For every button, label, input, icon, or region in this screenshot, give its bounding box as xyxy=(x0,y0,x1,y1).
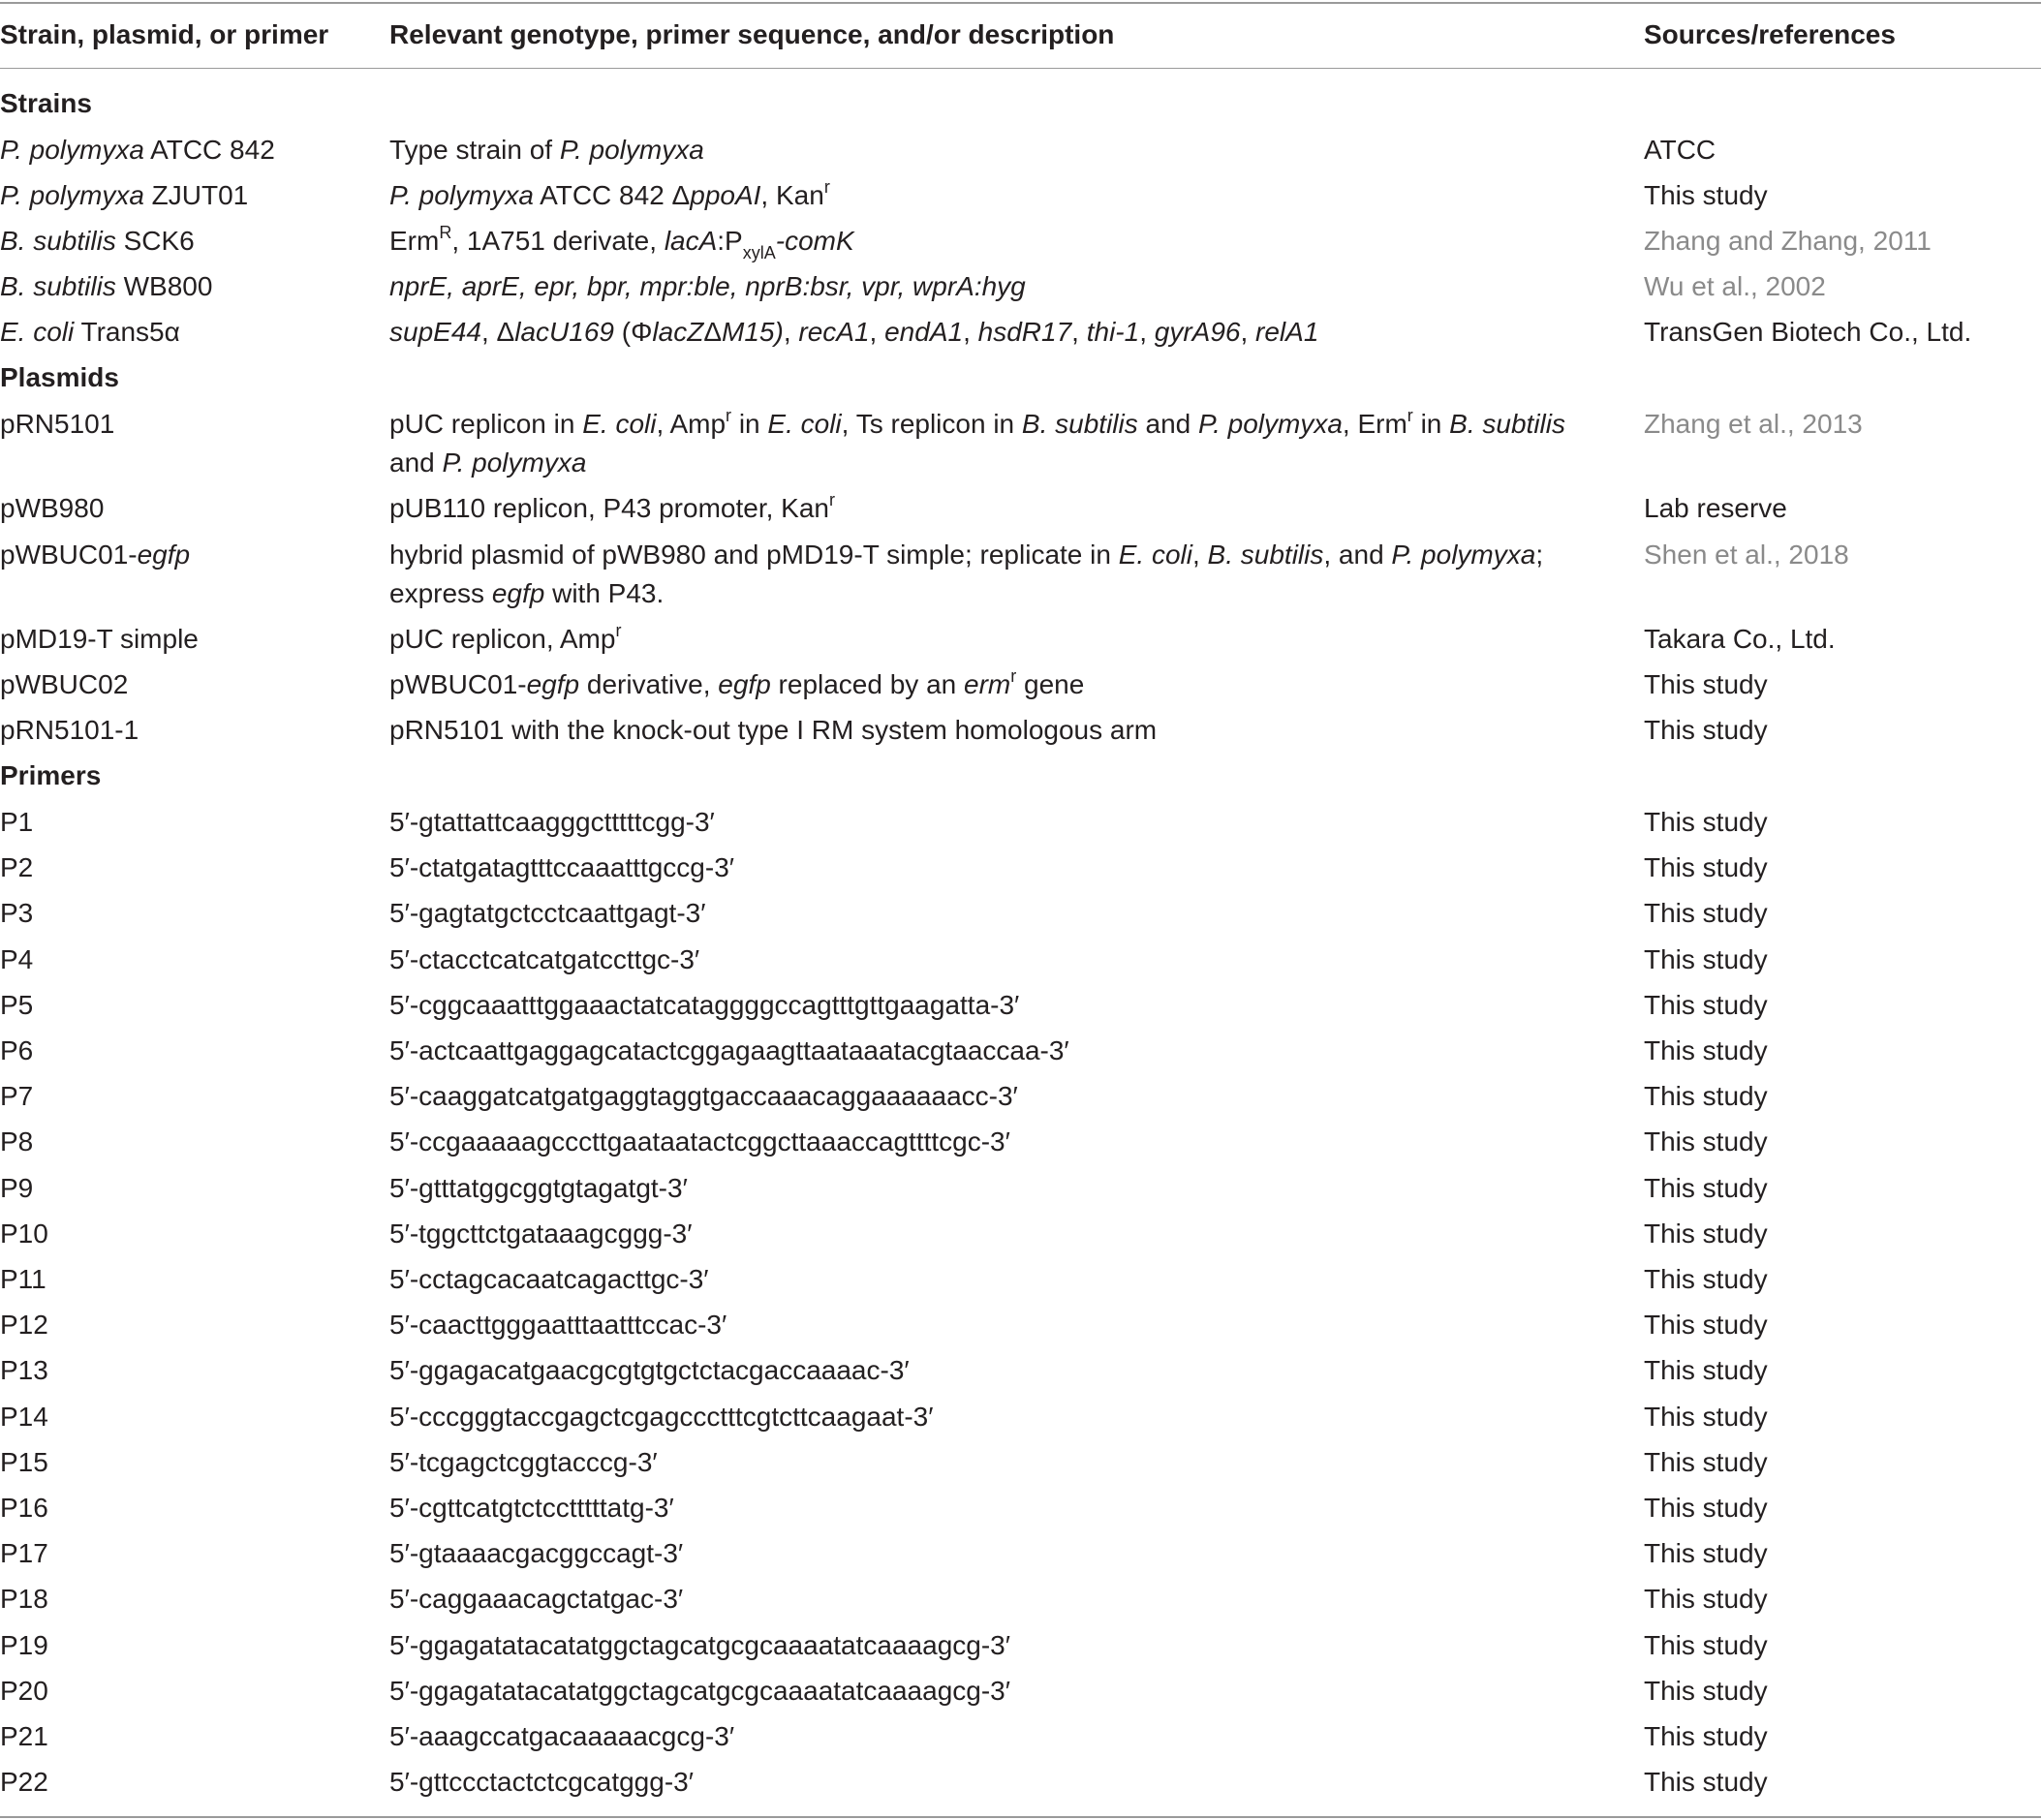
row-description: 5′-ggagatatacatatggctagcatgcgcaaaatatcaaaagcg-3′ xyxy=(389,1676,1010,1706)
row-source: This study xyxy=(1644,1767,1768,1797)
row-name: pWB980 xyxy=(0,493,105,523)
row-description: 5′-gtaaaacgacggccagt-3′ xyxy=(389,1538,684,1568)
top-rule xyxy=(0,2,2041,4)
row-description: pRN5101 with the knock-out type I RM system homologous arm xyxy=(389,715,1158,745)
row-name: E. coli Trans5α xyxy=(0,317,180,347)
row-source: This study xyxy=(1644,1493,1768,1523)
row-name: P9 xyxy=(0,1173,34,1203)
row-name: P1 xyxy=(0,807,34,837)
row-name: P10 xyxy=(0,1218,48,1249)
row-source: This study xyxy=(1644,852,1768,882)
row-name: P. polymyxa ZJUT01 xyxy=(0,180,249,210)
row-name: P3 xyxy=(0,898,34,928)
row-description: 5′-caaggatcatgatgaggtaggtgaccaaacaggaaaaaacc-3′ xyxy=(389,1081,1018,1111)
row-source: This study xyxy=(1644,1584,1768,1614)
row-source: This study xyxy=(1644,1630,1768,1660)
row-source: This study xyxy=(1644,1721,1768,1751)
row-source: TransGen Biotech Co., Ltd. xyxy=(1644,317,1972,347)
row-description: pWBUC01-egfp derivative, egfp replaced by an erm$^r$ gene xyxy=(389,665,1085,699)
row-source: This study xyxy=(1644,669,1768,699)
row-description: 5′-tcgagctcggtacccg-3′ xyxy=(389,1447,658,1477)
row-source: Lab reserve xyxy=(1644,493,1787,523)
row-description: pUC replicon, Amp$^r$ xyxy=(389,620,622,654)
row-description: Type strain of P. polymyxa xyxy=(389,135,704,165)
row-source: This study xyxy=(1644,1310,1768,1340)
row-description: pUC replicon in E. coli, Amp$^r$ in E. coli, Ts replicon in B. subtilis and P. polymyxa, Erm$^r$ in B. subtilis and P. polymyxa xyxy=(389,405,1565,478)
row-description: 5′-ctacctcatcatgatccttgc-3′ xyxy=(389,944,700,974)
row-name: P8 xyxy=(0,1126,34,1157)
row-name: P13 xyxy=(0,1355,48,1385)
row-description: 5′-gagtatgctcctcaattgagt-3′ xyxy=(389,898,706,928)
row-name: P15 xyxy=(0,1447,48,1477)
row-description: 5′-caacttgggaatttaatttccac-3′ xyxy=(389,1310,727,1340)
row-description: 5′-gttccctactctcgcatggg-3′ xyxy=(389,1767,694,1797)
row-description: 5′-cccgggtaccgagctcgagccctttcgtcttcaagaat-3′ xyxy=(389,1402,934,1432)
row-description: supE44, ΔlacU169 (ΦlacZΔM15), recA1, endA1, hsdR17, thi-1, gyrA96, relA1 xyxy=(389,317,1319,347)
row-name: P12 xyxy=(0,1310,48,1340)
row-source: This study xyxy=(1644,990,1768,1020)
row-name: P2 xyxy=(0,852,34,882)
row-description: 5′-actcaattgaggagcatactcggagaagttaataaatacgtaaccaa-3′ xyxy=(389,1035,1069,1065)
row-name: pMD19-T simple xyxy=(0,624,199,654)
row-name: P21 xyxy=(0,1721,48,1751)
row-name: P. polymyxa ATCC 842 xyxy=(0,135,275,165)
row-description: 5′-gtattattcaagggctttttcgg-3′ xyxy=(389,807,715,837)
row-source: This study xyxy=(1644,1402,1768,1432)
reference-link[interactable]: Zhang et al., 2013 xyxy=(1644,409,1863,439)
row-source: This study xyxy=(1644,180,1768,210)
row-description: 5′-cgttcatgtctcctttttatg-3′ xyxy=(389,1493,674,1523)
row-name: pWBUC02 xyxy=(0,669,129,699)
row-source: This study xyxy=(1644,807,1768,837)
row-source: This study xyxy=(1644,715,1768,745)
row-description: 5′-aaagccatgacaaaaacgcg-3′ xyxy=(389,1721,735,1751)
bottom-rule xyxy=(0,1816,2041,1818)
row-description: Erm$^R$, 1A751 derivate, $lacA:P_{xylA}$-comK xyxy=(389,222,854,262)
header-rule xyxy=(0,68,2041,69)
row-name: P4 xyxy=(0,944,34,974)
row-source: This study xyxy=(1644,1218,1768,1249)
row-name: P19 xyxy=(0,1630,48,1660)
row-description: 5′-cctagcacaatcagacttgc-3′ xyxy=(389,1264,709,1294)
row-source: ATCC xyxy=(1644,135,1716,165)
row-source: This study xyxy=(1644,1081,1768,1111)
row-name: B. subtilis SCK6 xyxy=(0,226,195,256)
section-label: Strains xyxy=(0,88,92,118)
row-description: hybrid plasmid of pWB980 and pMD19-T simple; replicate in E. coli, B. subtilis, and P. polymyxa; express egfp with P43. xyxy=(389,540,1544,608)
row-name: P18 xyxy=(0,1584,48,1614)
row-source: This study xyxy=(1644,1035,1768,1065)
row-description: 5′-ggagatatacatatggctagcatgcgcaaaatatcaaaagcg-3′ xyxy=(389,1630,1010,1660)
row-description: nprE, aprE, epr, bpr, mpr:ble, nprB:bsr, vpr, wprA:hyg xyxy=(389,271,1026,301)
reference-link[interactable]: Shen et al., 2018 xyxy=(1644,540,1849,570)
section-label: Primers xyxy=(0,760,102,790)
row-name: pWBUC01-egfp xyxy=(0,540,191,570)
row-description: 5′-gtttatggcggtgtagatgt-3′ xyxy=(389,1173,688,1203)
row-name: P11 xyxy=(0,1264,46,1294)
row-source: This study xyxy=(1644,1126,1768,1157)
header-col-name: Strain, plasmid, or primer xyxy=(0,19,329,49)
row-description: pUB110 replicon, P43 promoter, Kan$^r$ xyxy=(389,489,835,523)
row-name: pRN5101 xyxy=(0,409,115,439)
row-description: 5′-ggagacatgaacgcgtgtgctctacgaccaaaac-3′ xyxy=(389,1355,910,1385)
row-name: P17 xyxy=(0,1538,48,1568)
row-source: This study xyxy=(1644,944,1768,974)
header-col-sources: Sources/references xyxy=(1644,19,1896,49)
header-col-description: Relevant genotype, primer sequence, and/or description xyxy=(389,19,1115,49)
reference-link[interactable]: Zhang and Zhang, 2011 xyxy=(1644,226,1932,256)
row-source: This study xyxy=(1644,1355,1768,1385)
row-name: pRN5101-1 xyxy=(0,715,139,745)
row-source: Takara Co., Ltd. xyxy=(1644,624,1836,654)
row-description: 5′-cggcaaatttggaaactatcataggggccagtttgttgaagatta-3′ xyxy=(389,990,1020,1020)
row-name: P14 xyxy=(0,1402,48,1432)
row-source: This study xyxy=(1644,1676,1768,1706)
row-name: P16 xyxy=(0,1493,48,1523)
section-label: Plasmids xyxy=(0,362,119,392)
row-name: P7 xyxy=(0,1081,34,1111)
row-name: P6 xyxy=(0,1035,34,1065)
row-source: This study xyxy=(1644,1538,1768,1568)
row-source: This study xyxy=(1644,1447,1768,1477)
row-source: This study xyxy=(1644,1173,1768,1203)
row-description: 5′-tggcttctgataaagcggg-3′ xyxy=(389,1218,693,1249)
row-description: P. polymyxa ATCC 842 ΔppoAI, Kan$^r$ xyxy=(389,176,830,210)
row-source: This study xyxy=(1644,1264,1768,1294)
row-description: 5′-ccgaaaaagcccttgaataatactcggcttaaaccagttttcgc-3′ xyxy=(389,1126,1010,1157)
row-description: 5′-ctatgatagtttccaaatttgccg-3′ xyxy=(389,852,735,882)
row-name: P22 xyxy=(0,1767,48,1797)
row-name: P5 xyxy=(0,990,34,1020)
row-description: 5′-caggaaacagctatgac-3′ xyxy=(389,1584,684,1614)
row-source: This study xyxy=(1644,898,1768,928)
reference-link[interactable]: Wu et al., 2002 xyxy=(1644,271,1826,301)
row-name: B. subtilis WB800 xyxy=(0,271,213,301)
row-name: P20 xyxy=(0,1676,48,1706)
